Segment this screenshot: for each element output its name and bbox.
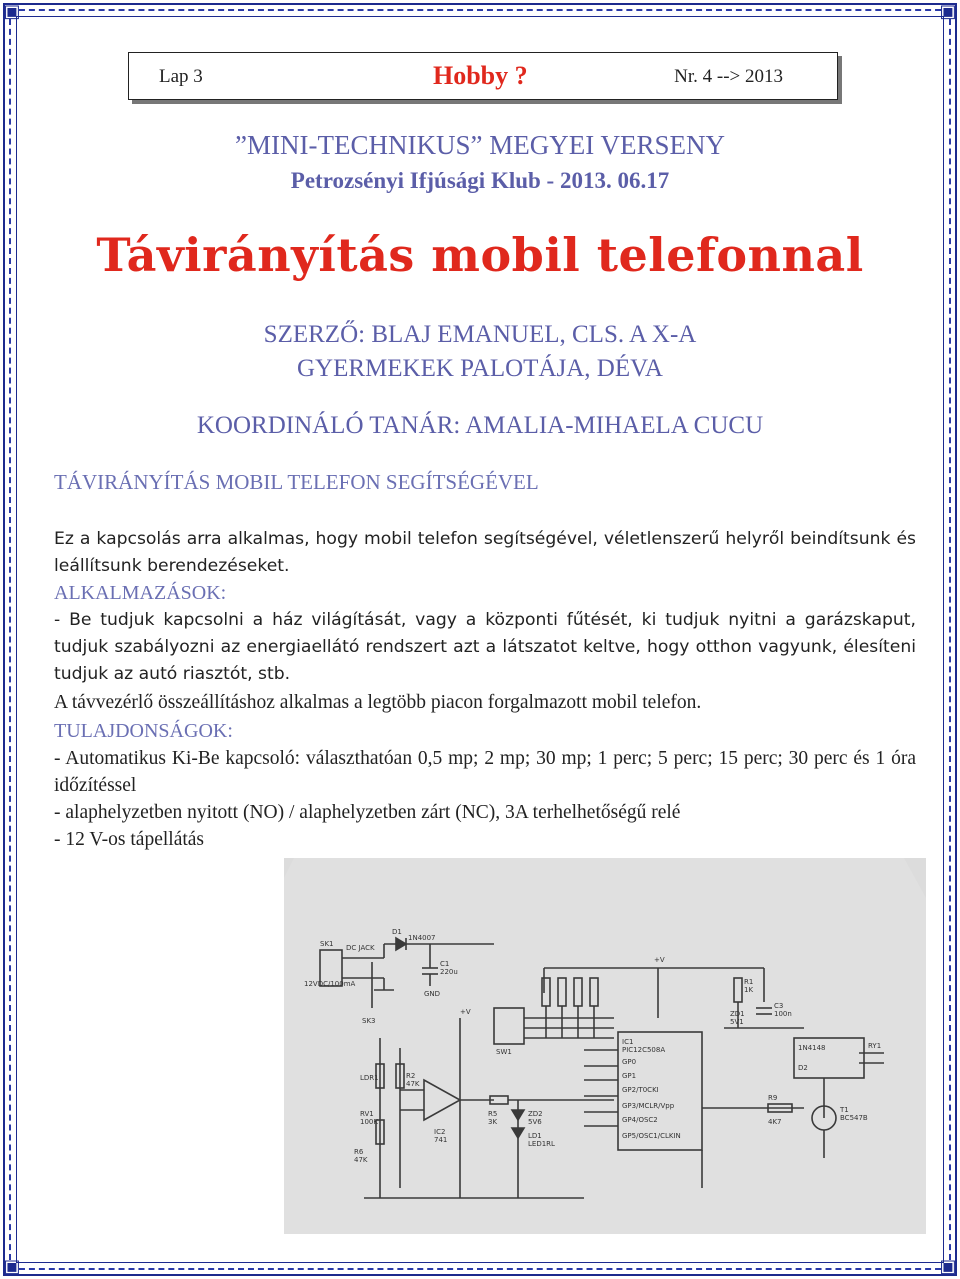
schematic-label: 220u bbox=[440, 968, 458, 976]
schematic-label: 47K bbox=[406, 1080, 420, 1088]
schematic-label: 741 bbox=[434, 1136, 448, 1144]
schematic-label: IC2 bbox=[434, 1128, 446, 1136]
schematic-label: C3 bbox=[774, 1002, 784, 1010]
schematic-label: LDR1 bbox=[360, 1074, 379, 1082]
property-item: - Automatikus Ki-Be kapcsoló: választhatóan 0,5 mp; 2 mp; 30 mp; 1 perc; 5 perc; 15 perc; 30 perc és 1 óra időzítéssel bbox=[54, 748, 916, 796]
magazine-title: Hobby ? bbox=[433, 61, 528, 90]
corner-ornament: ▣ bbox=[3, 1256, 21, 1277]
schematic-label: IC1 bbox=[622, 1038, 634, 1046]
schematic-label: R1 bbox=[744, 978, 754, 986]
schematic-label: 4K7 bbox=[768, 1118, 782, 1126]
article-title: Távirányítás mobil telefonnal bbox=[96, 228, 864, 282]
properties-label: TULAJDONSÁGOK: bbox=[54, 720, 233, 742]
circuit-schematic-image bbox=[284, 858, 926, 1234]
schematic-label: R6 bbox=[354, 1148, 364, 1156]
property-item: - alaphelyzetben nyitott (NO) / alaphelyzetben zárt (NC), 3A terhelhetőségű relé bbox=[54, 802, 681, 823]
schematic-label: GP5/OSC1/CLKIN bbox=[622, 1132, 681, 1140]
property-item: - 12 V-os tápellátás bbox=[54, 829, 205, 850]
schematic-label: 3K bbox=[488, 1118, 498, 1126]
schematic-label: GP2/T0CKI bbox=[622, 1086, 659, 1094]
schematic-label: GND bbox=[424, 990, 441, 998]
properties-section bbox=[54, 718, 916, 853]
page-number: Lap 3 bbox=[159, 66, 203, 87]
schematic-label: T1 bbox=[840, 1106, 849, 1114]
applications-text: - Be tudjuk kapcsolni a ház világítását, vagy a központi fűtését, ki tudjuk nyitni a garázskaput, tudjuk szabályozni az energiaellátó rendszert azt a látszatot keltve, hogy otthon vagyunk, élesíteni tudjuk az autó riasztót, stb. bbox=[54, 610, 916, 684]
schematic-label: 1N4148 bbox=[798, 1044, 826, 1052]
schematic-label: 47K bbox=[354, 1156, 368, 1164]
page-header bbox=[128, 52, 838, 100]
schematic-label: LD1 bbox=[528, 1132, 542, 1140]
author-line: GYERMEKEK PALOTÁJA, DÉVA bbox=[297, 355, 663, 382]
schematic-label: +V bbox=[460, 1008, 471, 1016]
club-info: Petrozsényi Ifjúsági Klub - 2013. 06.17 bbox=[290, 168, 670, 193]
author-block bbox=[0, 318, 960, 386]
schematic-label: R9 bbox=[768, 1094, 778, 1102]
author-line: SZERZŐ: BLAJ EMANUEL, CLS. A X-A bbox=[263, 321, 697, 348]
applications-label: ALKALMAZÁSOK: bbox=[54, 582, 227, 604]
corner-ornament: ▣ bbox=[3, 1, 21, 22]
schematic-label: SK1 bbox=[320, 940, 334, 948]
schematic-label: GP1 bbox=[622, 1072, 637, 1080]
schematic-label: +V bbox=[654, 956, 665, 964]
schematic-label: 12VDC/100mA bbox=[304, 980, 356, 988]
circuit-schematic bbox=[284, 858, 926, 1234]
schematic-label: PIC12C508A bbox=[622, 1046, 666, 1054]
schematic-label: GP4/OSC2 bbox=[622, 1116, 658, 1124]
schematic-label: D2 bbox=[798, 1064, 808, 1072]
contest-title: ”MINI-TECHNIKUS” MEGYEI VERSENY bbox=[235, 130, 725, 160]
schematic-label: BC547B bbox=[840, 1114, 868, 1122]
section-heading: TÁVIRÁNYÍTÁS MOBIL TELEFON SEGÍTSÉGÉVEL bbox=[54, 470, 539, 494]
schematic-label: GP0 bbox=[622, 1058, 637, 1066]
schematic-label: 5V6 bbox=[528, 1118, 542, 1126]
schematic-label: R5 bbox=[488, 1110, 498, 1118]
schematic-label: SW1 bbox=[496, 1048, 512, 1056]
intro-paragraph: Ez a kapcsolás arra alkalmas, hogy mobil telefon segítségével, véletlenszerű helyről beindítsunk és leállítsunk berendezéseket. bbox=[54, 529, 916, 576]
schematic-label: SK3 bbox=[362, 1017, 376, 1025]
corner-ornament: ▣ bbox=[939, 1256, 957, 1277]
schematic-label: D1 bbox=[392, 928, 402, 936]
schematic-label: 100K bbox=[360, 1118, 378, 1126]
schematic-label: 5V1 bbox=[730, 1018, 744, 1026]
coordinator: KOORDINÁLÓ TANÁR: AMALIA-MIHAELA CUCU bbox=[196, 412, 764, 439]
schematic-label: ZD2 bbox=[528, 1110, 543, 1118]
schematic-label: R2 bbox=[406, 1072, 416, 1080]
applications-note: A távvezérlő összeállításhoz alkalmas a legtöbb piacon forgalmazott mobil telefon. bbox=[54, 692, 702, 713]
schematic-label: 1N4007 bbox=[408, 934, 436, 942]
schematic-label: ZD1 bbox=[730, 1010, 745, 1018]
schematic-label: RV1 bbox=[360, 1110, 374, 1118]
issue-number: Nr. 4 --> 2013 bbox=[674, 66, 783, 87]
applications-section bbox=[54, 580, 916, 716]
schematic-label: GP3/MCLR/Vpp bbox=[622, 1102, 675, 1110]
schematic-label: C1 bbox=[440, 960, 450, 968]
schematic-label: 100n bbox=[774, 1010, 792, 1018]
schematic-label: DC JACK bbox=[346, 944, 375, 952]
schematic-label: LED1RL bbox=[528, 1140, 555, 1148]
schematic-label: RY1 bbox=[868, 1042, 882, 1050]
corner-ornament: ▣ bbox=[939, 1, 957, 22]
schematic-label: 1K bbox=[744, 986, 754, 994]
